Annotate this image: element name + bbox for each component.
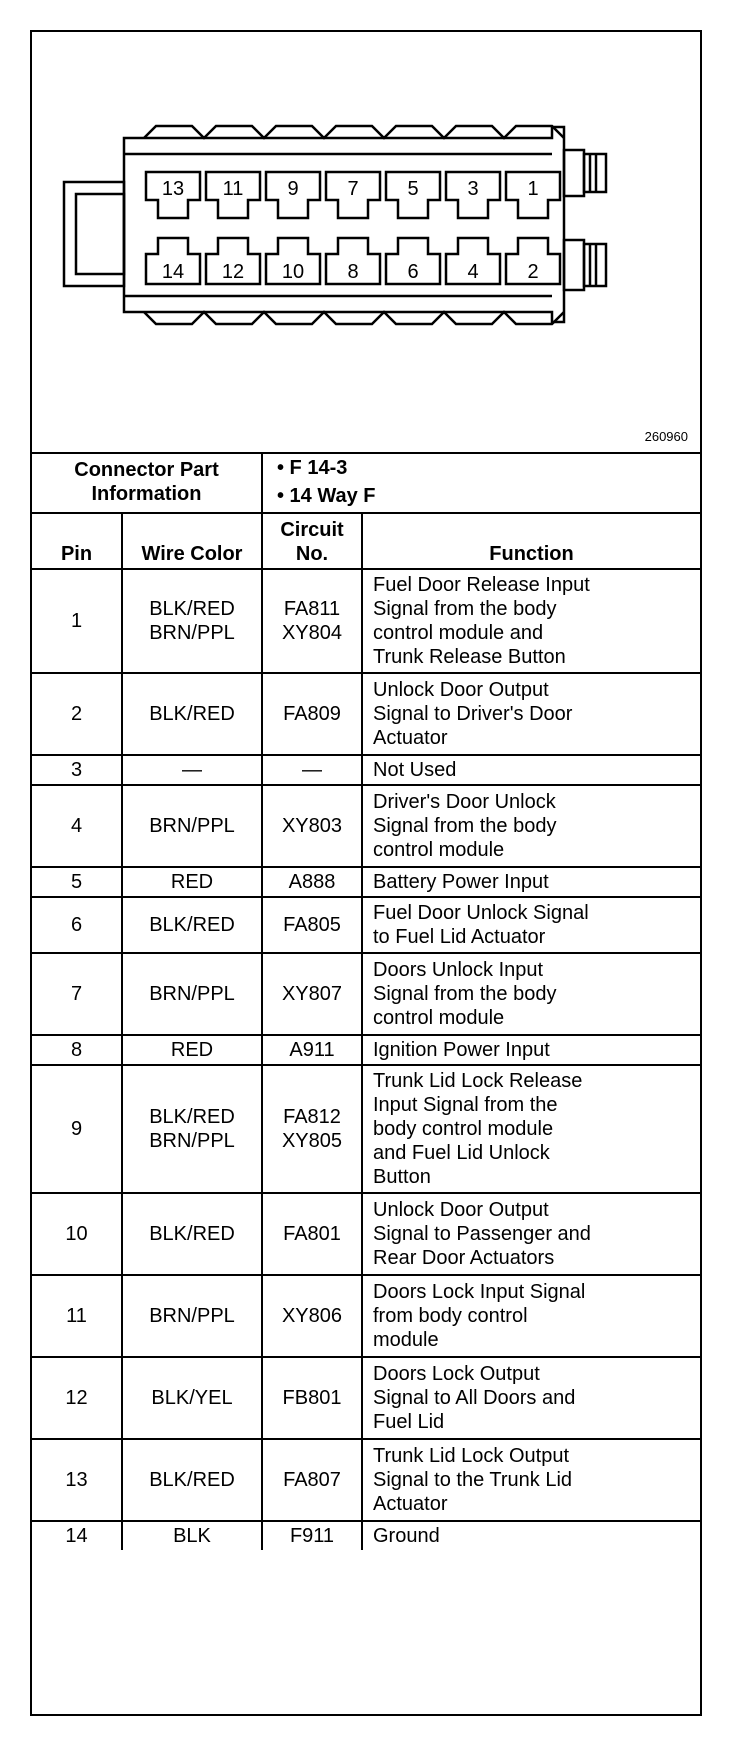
circuit-cell-line: XY803 xyxy=(281,815,343,837)
figure-id: 260960 xyxy=(644,429,688,444)
function-cell-line: Battery Power Input xyxy=(373,871,549,893)
cavity-8 xyxy=(326,238,380,284)
function-cell-line: Trunk Lid Lock Output xyxy=(373,1445,570,1467)
circuit-cell xyxy=(262,1357,362,1439)
connector-sheet xyxy=(30,30,702,1716)
function-cell xyxy=(362,755,700,785)
function-cell xyxy=(362,1193,700,1275)
table-row xyxy=(32,897,700,953)
wire-color-cell-line: RED xyxy=(170,1039,214,1061)
cavity-number: 12 xyxy=(221,261,245,283)
circuit-cell-line: XY807 xyxy=(281,983,343,1005)
function-cell-line: Driver's Door Unlock xyxy=(373,791,556,813)
function-cell-line: Unlock Door Output xyxy=(373,1199,549,1221)
col-header-circuit-line-2: No. xyxy=(295,543,329,565)
circuit-cell xyxy=(262,1193,362,1275)
table-row xyxy=(32,785,700,867)
wire-color-cell-line: BRN/PPL xyxy=(149,1305,235,1327)
cavity-number: 7 xyxy=(347,178,359,200)
circuit-cell-line: A888 xyxy=(288,871,336,893)
function-cell-line: Input Signal from the xyxy=(373,1094,558,1116)
function-cell xyxy=(362,1439,700,1521)
function-cell xyxy=(362,785,700,867)
wire-color-cell-line: BRN/PPL xyxy=(149,983,235,1005)
table-row xyxy=(32,1521,700,1550)
cavity-7 xyxy=(326,172,380,218)
function-cell xyxy=(362,673,700,755)
wire-color-cell xyxy=(122,1193,262,1275)
function-cell xyxy=(362,1065,700,1193)
wire-color-cell-line: BRN/PPL xyxy=(149,622,235,644)
wire-color-cell xyxy=(122,673,262,755)
circuit-cell-line: FA812 xyxy=(283,1106,341,1128)
pin-cell: 5 xyxy=(32,867,122,897)
wire-color-cell xyxy=(122,1065,262,1193)
cavity-13 xyxy=(146,172,200,218)
circuit-cell xyxy=(262,1275,362,1357)
function-cell xyxy=(362,1275,700,1357)
function-cell-line: Doors Lock Output xyxy=(373,1363,540,1385)
cavity-number: 4 xyxy=(467,261,479,283)
function-cell-line: Signal from the body xyxy=(373,598,557,620)
cavity-number: 8 xyxy=(347,261,359,283)
table-row xyxy=(32,953,700,1035)
col-header-function: Function xyxy=(362,513,700,569)
wire-color-cell xyxy=(122,953,262,1035)
function-cell-line: Signal to All Doors and xyxy=(373,1387,576,1409)
col-header-pin: Pin xyxy=(32,513,122,569)
wire-color-cell-line: BLK/RED xyxy=(149,703,235,725)
function-cell-line: Doors Lock Input Signal xyxy=(373,1281,586,1303)
circuit-cell-line: F911 xyxy=(289,1525,335,1547)
function-cell xyxy=(362,1357,700,1439)
info-label-line-1: Connector Part xyxy=(74,459,219,481)
info-item-part: • F 14-3 xyxy=(277,457,348,479)
table-row xyxy=(32,1357,700,1439)
circuit-cell-line: XY805 xyxy=(281,1130,343,1152)
cavity-10 xyxy=(266,238,320,284)
function-cell-line: Fuel Door Unlock Signal xyxy=(373,902,589,924)
function-cell-line: Signal from the body xyxy=(373,983,557,1005)
wire-color-cell xyxy=(122,1357,262,1439)
function-cell-line: Trunk Release Button xyxy=(373,646,566,668)
table-row xyxy=(32,1193,700,1275)
cavity-number: 3 xyxy=(467,178,479,200)
circuit-cell-line: FB801 xyxy=(282,1387,342,1409)
cavity-4 xyxy=(446,238,500,284)
pin-cell: 4 xyxy=(32,785,122,867)
col-header-wire-color: Wire Color xyxy=(122,513,262,569)
circuit-cell-line: FA801 xyxy=(283,1223,341,1245)
function-cell-line: Fuel Lid xyxy=(373,1411,445,1433)
pin-cell: 7 xyxy=(32,953,122,1035)
wire-color-cell-line: BLK/YEL xyxy=(151,1387,233,1409)
info-label-line-2: Information xyxy=(91,483,202,505)
table-row xyxy=(32,755,700,785)
cavity-number: 10 xyxy=(281,261,305,283)
circuit-cell xyxy=(262,867,362,897)
wire-color-cell-line: BRN/PPL xyxy=(149,1130,235,1152)
column-header-row xyxy=(32,513,700,569)
wire-color-cell-line: BLK/RED xyxy=(149,1106,235,1128)
circuit-cell-line: FA805 xyxy=(283,914,341,936)
circuit-cell xyxy=(262,755,362,785)
cavity-3 xyxy=(446,172,500,218)
wire-color-cell-line: RED xyxy=(170,871,214,893)
wire-color-cell xyxy=(122,1439,262,1521)
wire-color-cell xyxy=(122,1275,262,1357)
function-cell-line: Unlock Door Output xyxy=(373,679,549,701)
cavity-number: 6 xyxy=(407,261,419,283)
circuit-cell-line: XY804 xyxy=(281,622,343,644)
function-cell-line: body control module xyxy=(373,1118,554,1140)
cavity-11 xyxy=(206,172,260,218)
function-cell-line: Rear Door Actuators xyxy=(373,1247,555,1269)
cavity-number: 5 xyxy=(407,178,419,200)
circuit-cell-line: — xyxy=(302,759,322,781)
cavity-5 xyxy=(386,172,440,218)
wire-color-cell-line: — xyxy=(182,759,202,781)
circuit-cell xyxy=(262,1521,362,1550)
wire-color-cell xyxy=(122,1521,262,1550)
wire-color-cell-line: BLK/RED xyxy=(149,1223,235,1245)
function-cell-line: Trunk Lid Lock Release xyxy=(373,1070,583,1092)
pin-cell: 1 xyxy=(32,569,122,673)
circuit-cell xyxy=(262,1065,362,1193)
circuit-cell xyxy=(262,1035,362,1065)
function-cell-line: control module xyxy=(373,1007,505,1029)
circuit-cell xyxy=(262,785,362,867)
table-row xyxy=(32,867,700,897)
function-cell-line: Fuel Door Release Input xyxy=(373,574,590,596)
function-cell-line: Ignition Power Input xyxy=(373,1039,550,1061)
function-cell-line: Actuator xyxy=(373,727,448,749)
function-cell-line: Signal to the Trunk Lid xyxy=(373,1469,573,1491)
table-row xyxy=(32,1439,700,1521)
wire-color-cell xyxy=(122,569,262,673)
pinout-table xyxy=(32,452,700,1550)
wire-color-cell-line: BRN/PPL xyxy=(149,815,235,837)
cavity-6 xyxy=(386,238,440,284)
circuit-cell xyxy=(262,897,362,953)
pin-cell: 13 xyxy=(32,1439,122,1521)
circuit-cell-line: A911 xyxy=(289,1039,335,1061)
table-row xyxy=(32,1275,700,1357)
pin-cell: 10 xyxy=(32,1193,122,1275)
function-cell-line: from body control xyxy=(373,1305,528,1327)
circuit-cell-line: FA811 xyxy=(283,598,341,620)
circuit-cell xyxy=(262,953,362,1035)
function-cell xyxy=(362,953,700,1035)
connector-diagram xyxy=(32,32,700,454)
wire-color-cell-line: BLK/RED xyxy=(149,1469,235,1491)
function-cell-line: Ground xyxy=(373,1525,440,1547)
function-cell-line: control module and xyxy=(373,622,544,644)
cavity-2 xyxy=(506,238,560,284)
wire-color-cell xyxy=(122,785,262,867)
function-cell-line: control module xyxy=(373,839,505,861)
function-cell xyxy=(362,897,700,953)
function-cell-line: to Fuel Lid Actuator xyxy=(373,926,546,948)
wire-color-cell-line: BLK xyxy=(173,1525,211,1547)
wire-color-cell-line: BLK/RED xyxy=(149,598,235,620)
table-row xyxy=(32,1035,700,1065)
pin-cell: 9 xyxy=(32,1065,122,1193)
cavity-9 xyxy=(266,172,320,218)
pin-cell: 14 xyxy=(32,1521,122,1550)
function-cell-line: Button xyxy=(373,1166,431,1188)
pin-cell: 12 xyxy=(32,1357,122,1439)
circuit-cell xyxy=(262,673,362,755)
function-cell-line: module xyxy=(373,1329,439,1351)
table-row xyxy=(32,673,700,755)
circuit-cell xyxy=(262,569,362,673)
cavity-number: 2 xyxy=(527,261,539,283)
wire-color-cell-line: BLK/RED xyxy=(149,914,235,936)
col-header-circuit xyxy=(262,513,362,569)
function-cell-line: Signal to Passenger and xyxy=(373,1223,591,1245)
circuit-cell-line: FA807 xyxy=(283,1469,341,1491)
function-cell xyxy=(362,1035,700,1065)
cavity-number: 9 xyxy=(287,178,299,200)
wire-color-cell xyxy=(122,867,262,897)
function-cell-line: Signal to Driver's Door xyxy=(373,703,573,725)
col-header-circuit-line-1: Circuit xyxy=(280,519,344,541)
function-cell xyxy=(362,1521,700,1550)
function-cell-line: Actuator xyxy=(373,1493,448,1515)
table-row xyxy=(32,569,700,673)
cavity-14 xyxy=(146,238,200,284)
connector-info-row xyxy=(32,452,700,513)
circuit-cell-line: XY806 xyxy=(281,1305,343,1327)
circuit-cell-line: FA809 xyxy=(283,703,341,725)
pin-cell: 6 xyxy=(32,897,122,953)
function-cell-line: Doors Unlock Input xyxy=(373,959,544,981)
cavity-1 xyxy=(506,172,560,218)
connector-info-values xyxy=(262,452,700,513)
pin-cell: 11 xyxy=(32,1275,122,1357)
wire-color-cell xyxy=(122,897,262,953)
cavity-number: 13 xyxy=(161,178,185,200)
function-cell xyxy=(362,867,700,897)
cavity-number: 11 xyxy=(222,178,244,200)
connector-info-label xyxy=(32,452,262,513)
function-cell-line: Signal from the body xyxy=(373,815,557,837)
function-cell-line: and Fuel Lid Unlock xyxy=(373,1142,550,1164)
pin-cell: 2 xyxy=(32,673,122,755)
info-item-way: • 14 Way F xyxy=(277,485,376,507)
table-row xyxy=(32,1065,700,1193)
function-cell-line: Not Used xyxy=(373,759,457,781)
cavity-number: 1 xyxy=(527,178,539,200)
wire-color-cell xyxy=(122,1035,262,1065)
cavity-12 xyxy=(206,238,260,284)
function-cell xyxy=(362,569,700,673)
wire-color-cell xyxy=(122,755,262,785)
connector-drawing xyxy=(32,32,700,452)
pin-cell: 3 xyxy=(32,755,122,785)
cavity-number: 14 xyxy=(161,261,185,283)
circuit-cell xyxy=(262,1439,362,1521)
pin-cell: 8 xyxy=(32,1035,122,1065)
